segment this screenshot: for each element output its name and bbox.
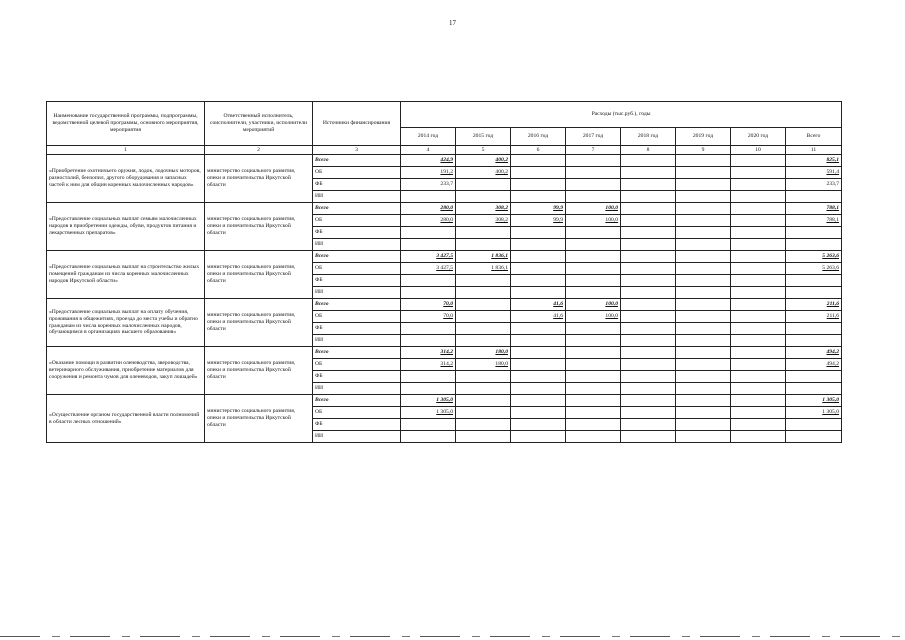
- year-value: [731, 323, 786, 335]
- year-value: [456, 395, 511, 407]
- year-value: 424,9: [401, 155, 456, 167]
- activity-name: «Предоставление социальных выплат на оплату обучения, проживания в общежитиях, проезда до места учебы и обратно гражданам из числа коренных малочисленных народов, обучающимся в организациях высшего образования»: [47, 299, 205, 347]
- year-value: [456, 323, 511, 335]
- table-row: [47, 299, 842, 311]
- funding-source: ИИ: [313, 431, 401, 443]
- page-number: 17: [449, 19, 456, 27]
- year-value: [621, 347, 676, 359]
- year-value: [511, 335, 566, 347]
- year-value: 1 305,0: [401, 407, 456, 419]
- year-value: [456, 335, 511, 347]
- year-value: [621, 299, 676, 311]
- year-value: [456, 383, 511, 395]
- year-value: [731, 227, 786, 239]
- year-value: [456, 191, 511, 203]
- total-value: 5 263,6: [786, 263, 842, 275]
- year-value: 314,2: [401, 359, 456, 371]
- year-value: [566, 419, 621, 431]
- column-number: 5: [456, 146, 511, 155]
- header-source: Источники финансирования: [313, 102, 401, 146]
- funding-source: ИИ: [313, 239, 401, 251]
- funding-source: Всего: [313, 155, 401, 167]
- total-value: 591,4: [786, 167, 842, 179]
- year-value: [676, 395, 731, 407]
- year-value: [731, 251, 786, 263]
- year-value: [676, 383, 731, 395]
- year-value: [511, 287, 566, 299]
- year-value: [566, 191, 621, 203]
- year-value: [401, 431, 456, 443]
- year-value: 41,6: [511, 299, 566, 311]
- year-value: [676, 287, 731, 299]
- year-value: [511, 167, 566, 179]
- year-value: [621, 191, 676, 203]
- year-value: [676, 215, 731, 227]
- funding-source: Всего: [313, 347, 401, 359]
- funding-source: Всего: [313, 203, 401, 215]
- year-value: 70,0: [401, 311, 456, 323]
- year-value: [456, 311, 511, 323]
- year-value: [511, 251, 566, 263]
- header-year: 2020 год: [731, 128, 786, 146]
- year-value: [731, 191, 786, 203]
- year-value: [566, 179, 621, 191]
- activity-executor: министерство социального развития, опеки и попечительства Иркутской области: [205, 155, 313, 203]
- year-value: [621, 359, 676, 371]
- year-value: [731, 239, 786, 251]
- year-value: [566, 275, 621, 287]
- funding-source: ОБ: [313, 215, 401, 227]
- year-value: [566, 323, 621, 335]
- year-value: [456, 419, 511, 431]
- year-value: [511, 179, 566, 191]
- year-value: [731, 371, 786, 383]
- year-value: [621, 395, 676, 407]
- year-value: [621, 179, 676, 191]
- year-value: [566, 227, 621, 239]
- year-value: [621, 335, 676, 347]
- table-row: [47, 251, 842, 263]
- year-value: 400,2: [456, 155, 511, 167]
- column-number: 3: [313, 146, 401, 155]
- year-value: [621, 167, 676, 179]
- year-value: 3 427,5: [401, 251, 456, 263]
- year-value: [511, 359, 566, 371]
- funding-source: Всего: [313, 251, 401, 263]
- year-value: 41,6: [511, 311, 566, 323]
- year-value: [566, 263, 621, 275]
- activity-name: «Предоставление социальных выплат семьям малочисленных народов в приобретении одежды, обуви, продуктов питания и лекарственных препаратов»: [47, 203, 205, 251]
- total-value: [786, 431, 842, 443]
- column-number-row: [47, 146, 842, 155]
- year-value: [621, 419, 676, 431]
- header-year: 2016 год: [511, 128, 566, 146]
- funding-source: ОБ: [313, 263, 401, 275]
- funding-source: ФБ: [313, 323, 401, 335]
- header-year: 2018 год: [621, 128, 676, 146]
- total-value: [786, 227, 842, 239]
- total-value: 494,2: [786, 359, 842, 371]
- year-value: 100,0: [566, 299, 621, 311]
- year-value: [511, 263, 566, 275]
- year-value: [676, 419, 731, 431]
- year-value: [731, 155, 786, 167]
- year-value: [511, 323, 566, 335]
- column-number: 2: [205, 146, 313, 155]
- year-value: [456, 239, 511, 251]
- funding-source: ФБ: [313, 227, 401, 239]
- activity-name: «Предоставление социальных выплат на строительство жилых помещений гражданам из числа коренных малочисленных народов Иркутской области»: [47, 251, 205, 299]
- year-value: [731, 311, 786, 323]
- year-value: [566, 251, 621, 263]
- total-value: [786, 239, 842, 251]
- year-value: 191,2: [401, 167, 456, 179]
- year-value: [456, 275, 511, 287]
- table-row: [47, 395, 842, 407]
- year-value: [621, 383, 676, 395]
- total-value: 233,7: [786, 179, 842, 191]
- year-value: [566, 167, 621, 179]
- table-row: [47, 155, 842, 167]
- column-number: 4: [401, 146, 456, 155]
- total-value: 1 305,0: [786, 407, 842, 419]
- column-number: 9: [676, 146, 731, 155]
- funding-source: ИИ: [313, 383, 401, 395]
- year-value: [621, 203, 676, 215]
- expenses-table: [46, 101, 842, 443]
- funding-source: ФБ: [313, 275, 401, 287]
- header-program: Наименование государственной программы, подпрограммы, ведомственной целевой программы, основного мероприятия, мероприятия: [47, 102, 205, 146]
- year-value: 280,0: [401, 203, 456, 215]
- year-value: [676, 263, 731, 275]
- year-value: 314,2: [401, 347, 456, 359]
- year-value: [401, 335, 456, 347]
- year-value: 233,7: [401, 179, 456, 191]
- column-number: 11: [786, 146, 842, 155]
- funding-source: ФБ: [313, 419, 401, 431]
- table-header: [47, 102, 842, 155]
- year-value: [621, 371, 676, 383]
- funding-source: ФБ: [313, 371, 401, 383]
- year-value: [676, 371, 731, 383]
- year-value: [566, 287, 621, 299]
- year-value: [731, 407, 786, 419]
- year-value: [731, 215, 786, 227]
- activity-executor: министерство социального развития, опеки и попечительства Иркутской области: [205, 251, 313, 299]
- total-value: [786, 383, 842, 395]
- scan-edge-line: [0, 636, 905, 637]
- year-value: [511, 239, 566, 251]
- year-value: [456, 179, 511, 191]
- year-value: 1 305,0: [401, 395, 456, 407]
- header-year: 2019 год: [676, 128, 731, 146]
- year-value: [731, 335, 786, 347]
- total-value: 211,6: [786, 311, 842, 323]
- year-value: [566, 383, 621, 395]
- total-value: [786, 275, 842, 287]
- header-executor: Ответственный исполнитель, соисполнители, участники, исполнители мероприятий: [205, 102, 313, 146]
- year-value: [511, 419, 566, 431]
- year-value: [731, 419, 786, 431]
- year-value: [621, 263, 676, 275]
- year-value: [731, 299, 786, 311]
- column-number: 7: [566, 146, 621, 155]
- total-value: [786, 323, 842, 335]
- year-value: [676, 179, 731, 191]
- activity-executor: министерство социального развития, опеки и попечительства Иркутской области: [205, 299, 313, 347]
- funding-source: ОБ: [313, 167, 401, 179]
- funding-source: ОБ: [313, 359, 401, 371]
- activity-executor: министерство социального развития, опеки и попечительства Иркутской области: [205, 203, 313, 251]
- year-value: [566, 359, 621, 371]
- year-value: [401, 227, 456, 239]
- year-value: [401, 323, 456, 335]
- year-value: [676, 311, 731, 323]
- year-value: [731, 383, 786, 395]
- total-value: 5 263,6: [786, 251, 842, 263]
- year-value: [401, 239, 456, 251]
- year-value: [566, 347, 621, 359]
- year-value: [731, 203, 786, 215]
- total-value: [786, 371, 842, 383]
- header-year: 2014 год: [401, 128, 456, 146]
- year-value: 99,9: [511, 203, 566, 215]
- year-value: [511, 227, 566, 239]
- column-number: 6: [511, 146, 566, 155]
- total-value: 788,1: [786, 203, 842, 215]
- year-value: [676, 359, 731, 371]
- funding-source: ИИ: [313, 191, 401, 203]
- year-value: [511, 191, 566, 203]
- total-value: [786, 191, 842, 203]
- year-value: [401, 287, 456, 299]
- year-value: [401, 383, 456, 395]
- year-value: [676, 203, 731, 215]
- year-value: [621, 407, 676, 419]
- year-value: 400,2: [456, 167, 511, 179]
- year-value: 99,9: [511, 215, 566, 227]
- total-value: [786, 419, 842, 431]
- year-value: [456, 371, 511, 383]
- funding-source: Всего: [313, 395, 401, 407]
- year-value: [566, 395, 621, 407]
- year-value: [566, 371, 621, 383]
- total-value: 825,1: [786, 155, 842, 167]
- total-value: [786, 287, 842, 299]
- header-year: 2015 год: [456, 128, 511, 146]
- year-value: 70,0: [401, 299, 456, 311]
- total-value: 788,1: [786, 215, 842, 227]
- table-body: [47, 155, 842, 443]
- year-value: 180,0: [456, 347, 511, 359]
- activity-executor: министерство социального развития, опеки и попечительства Иркутской области: [205, 395, 313, 443]
- year-value: 100,0: [566, 311, 621, 323]
- year-value: 1 836,1: [456, 251, 511, 263]
- year-value: [621, 287, 676, 299]
- year-value: [676, 251, 731, 263]
- year-value: [676, 275, 731, 287]
- year-value: 1 836,1: [456, 263, 511, 275]
- year-value: [676, 239, 731, 251]
- year-value: [731, 263, 786, 275]
- year-value: [566, 155, 621, 167]
- year-value: 308,2: [456, 215, 511, 227]
- year-value: [731, 287, 786, 299]
- year-value: [511, 371, 566, 383]
- year-value: [731, 167, 786, 179]
- year-value: [401, 419, 456, 431]
- funding-source: ОБ: [313, 311, 401, 323]
- year-value: [511, 431, 566, 443]
- year-value: [621, 155, 676, 167]
- year-value: [731, 359, 786, 371]
- year-value: [621, 275, 676, 287]
- year-value: 3 427,5: [401, 263, 456, 275]
- year-value: [566, 335, 621, 347]
- funding-source: Всего: [313, 299, 401, 311]
- year-value: [566, 407, 621, 419]
- year-value: [456, 227, 511, 239]
- year-value: [621, 215, 676, 227]
- header-total: Всего: [786, 128, 842, 146]
- year-value: [401, 275, 456, 287]
- year-value: [621, 239, 676, 251]
- column-number: 10: [731, 146, 786, 155]
- activity-executor: министерство социального развития, опеки и попечительства Иркутской области: [205, 347, 313, 395]
- year-value: [676, 323, 731, 335]
- total-value: 494,2: [786, 347, 842, 359]
- total-value: 211,6: [786, 299, 842, 311]
- year-value: 308,2: [456, 203, 511, 215]
- year-value: [621, 311, 676, 323]
- column-number: 8: [621, 146, 676, 155]
- year-value: [511, 407, 566, 419]
- year-value: [401, 191, 456, 203]
- funding-source: ФБ: [313, 179, 401, 191]
- year-value: [676, 227, 731, 239]
- table-row: [47, 203, 842, 215]
- year-value: [676, 431, 731, 443]
- year-value: [456, 407, 511, 419]
- year-value: [511, 155, 566, 167]
- year-value: [731, 347, 786, 359]
- year-value: 100,0: [566, 203, 621, 215]
- year-value: [676, 347, 731, 359]
- year-value: [676, 407, 731, 419]
- funding-source: ИИ: [313, 287, 401, 299]
- year-value: [731, 431, 786, 443]
- year-value: [401, 371, 456, 383]
- year-value: [621, 227, 676, 239]
- activity-name: «Осуществление органом государственной власти полномочий в области лесных отношений»: [47, 395, 205, 443]
- year-value: [566, 239, 621, 251]
- total-value: [786, 335, 842, 347]
- year-value: [676, 167, 731, 179]
- year-value: [676, 155, 731, 167]
- table-row: [47, 347, 842, 359]
- year-value: [456, 287, 511, 299]
- total-value: 1 305,0: [786, 395, 842, 407]
- year-value: [676, 335, 731, 347]
- year-value: [731, 179, 786, 191]
- year-value: [621, 251, 676, 263]
- year-value: [511, 275, 566, 287]
- year-value: [511, 383, 566, 395]
- year-value: [676, 299, 731, 311]
- year-value: [511, 347, 566, 359]
- year-value: [731, 395, 786, 407]
- column-number: 1: [47, 146, 205, 155]
- header-year: 2017 год: [566, 128, 621, 146]
- year-value: [511, 395, 566, 407]
- funding-source: ОБ: [313, 407, 401, 419]
- year-value: 280,0: [401, 215, 456, 227]
- year-value: [621, 431, 676, 443]
- activity-name: «Приобретение охотничьего оружия, лодок, лодочных моторов, разносталий, бензопил, другого оборудования и запасных частей к ним для общин коренных малочисленных народов»: [47, 155, 205, 203]
- year-value: [456, 299, 511, 311]
- year-value: [676, 191, 731, 203]
- year-value: [456, 431, 511, 443]
- year-value: [731, 275, 786, 287]
- year-value: 180,0: [456, 359, 511, 371]
- year-value: 100,0: [566, 215, 621, 227]
- year-value: [566, 431, 621, 443]
- activity-name: «Оказание помощи в развитии оленеводства, звероводства, ветеринарного обслуживания, приобретение материалов для сооружения и ремонта чумов для оленеводов, закуп лошадей»: [47, 347, 205, 395]
- funding-source: ИИ: [313, 335, 401, 347]
- header-expenses: Расходы (тыс.руб.), годы: [401, 102, 842, 128]
- year-value: [621, 323, 676, 335]
